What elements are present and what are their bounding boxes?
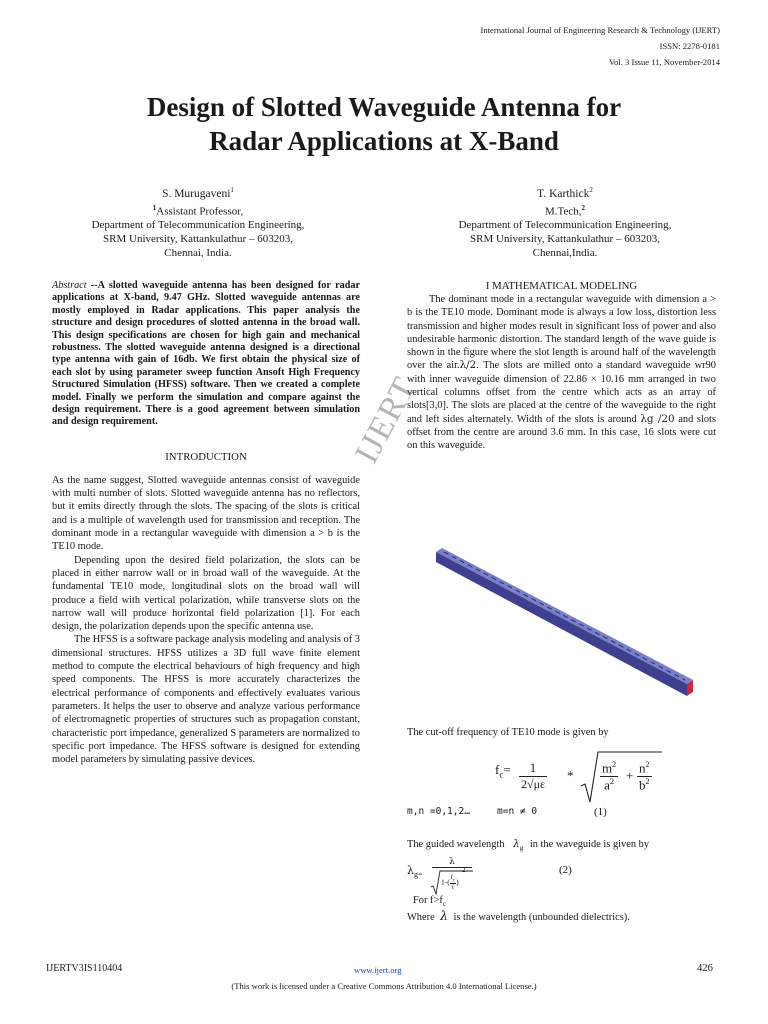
eq2-lhs [407, 864, 423, 879]
intro-paragraph-1: As the name suggest, Slotted waveguide antennas consist of waveguide with multi number of slots. Slotted waveguide antenna has no reflectors, but it emits directly through the slots. The spacing of the slots is critical and is a multiple of wavelength used for transmission and reception. The dominant mode in a rectangular waveguide with dimension a > b is the TE10 mode. [52, 474, 360, 553]
eq2-den-prefix: 1-( [441, 877, 450, 887]
eq2-lhs-sub: g= [413, 870, 423, 880]
role-superscript: 1 [152, 203, 157, 212]
abstract-label: Abstract [52, 280, 87, 291]
eq2-exponent: 2 [462, 866, 466, 874]
author-block-2 [410, 183, 720, 260]
waveguide-side-face [436, 552, 687, 696]
eq1-numerator: 1 [519, 760, 547, 777]
author-university: SRM University, Kattankulathur – 603203, [103, 233, 293, 246]
author-name: S. Murugaveni [162, 187, 231, 200]
intro-paragraph-2: Depending upon the desired field polarization, the slots can be placed in either narrow wall or in broad wall of the waveguide. At the fundamental TE10 mode, longitudinal slots on the broad wall will produce a field with vertical polarization, while transverse slots on the narrow wall will produce horizontal field polarization [1]. For each design, the polarization depends upon the specific antenna use. [52, 554, 360, 633]
author-superscript: 2 [589, 186, 593, 194]
eq1-m: m [602, 760, 613, 776]
footer-paper-id: IJERTV3IS110404 [46, 963, 123, 974]
eq1-exp: 2 [609, 777, 614, 787]
journal-name: International Journal of Engineering Research & Technology (IJERT) [480, 25, 720, 35]
eq1-condition-2: m=n ≠ 0 [497, 806, 538, 817]
guided-text-b: in the waveguide is given by [529, 839, 650, 850]
author-dept: Department of Telecommunication Engineering, [91, 219, 305, 232]
abstract-text: --A slotted waveguide antenna has been designed for radar applications at X-band, 9.47 GHz. Slotted waveguide antennas are mostly employed in Radar applications. This paper analysis the structure and design procedures of slotted antenna in the broad wall. This design specifications are chosen for high gain and mechanical robustness. The slotted waveguide antenna designed is a directional type antenna with gain of 16db. We first obtain the physical size of each slot by using parameter sweep function Ansoft High Frequency Structured Simulation (HFSS) software. Then we created a complete model. Finally we perform the simulation and compare against the design requirement. There is a good agreement between simulation and design requirement. [52, 280, 360, 428]
eq2-fc-sub: c [452, 878, 456, 884]
paper-title [60, 90, 708, 158]
eq1-denominator: 2√με [521, 777, 546, 791]
author-dept: Department of Telecommunication Engineering, [458, 219, 672, 232]
eq1-n-term [637, 760, 652, 794]
eq1-fraction [519, 760, 547, 792]
waveguide-figure [408, 530, 730, 710]
guided-wavelength-text [407, 838, 716, 855]
journal-volume: Vol. 3 Issue 11, November-2014 [608, 57, 720, 67]
eq1-a: a [604, 777, 610, 793]
introduction-heading: INTRODUCTION [165, 450, 247, 463]
waveguide-illustration [408, 530, 730, 710]
eq1-lhs-sub: c [499, 769, 504, 780]
journal-issn: ISSN: 2278-0181 [659, 41, 720, 51]
eq2-fc: f [450, 874, 453, 881]
ijert-watermark: IJERT [348, 371, 424, 470]
title-line-1: Design of Slotted Waveguide Antenna for [146, 92, 622, 122]
author-role: Assistant Professor, [156, 205, 244, 218]
where-b: is the wavelength (unbounded dielectrics). [453, 912, 630, 923]
cutoff-text: The cut-off frequency of TE10 mode is given by [407, 727, 609, 738]
eq2-num-lambda: λ [449, 857, 455, 867]
for-sub: c [442, 900, 446, 909]
math-modeling-heading: I MATHEMATICAL MODELING [485, 280, 638, 292]
for-text: For f>f [413, 895, 443, 906]
author-city: Chennai,India. [532, 247, 598, 260]
math-paragraph-part-3: and slots offset from the centre are around 3.6 mm. In this case, 16 slots were cut on this waveguide. [407, 413, 716, 452]
guided-lambda-sub: g [519, 844, 524, 853]
where-a: Where [407, 912, 435, 923]
footer-url-link[interactable]: www.ijert.org [354, 965, 402, 975]
where-lambda: λ [440, 909, 448, 923]
where-text [407, 910, 716, 924]
eq1-exp: 2 [612, 760, 617, 769]
math-paragraph-part-1: The dominant mode in a rectangular waveguide with dimension a > b is the TE10 mode. Dominant mode is always a low loss, distortion less transmission and higher modes result in significant loss of power and also undesirable harmonic distortion. The standard length of the wave guide is shown in the figure where the slot length is around half of the wavelength over the air. [407, 294, 716, 372]
eq1-lhs: f [495, 762, 500, 777]
lambda-half-symbol: λ/2 [459, 359, 477, 372]
eq1-n: n [639, 760, 646, 776]
eq1-exp: 2 [645, 777, 650, 787]
journal-header [480, 22, 720, 70]
role-superscript: 2 [581, 203, 585, 212]
eq2-den-suffix: ) [456, 877, 459, 887]
right-column [407, 280, 716, 453]
equation-1 [495, 762, 511, 780]
intro-paragraph-3: The HFSS is a software package analysis modeling and analysis of 3 dimensional structures. HFSS utilizes a 3D full wave finite element method to compute the electrical behaviours of high frequency and high speed components. The HFSS is more accurately characterizes the electrical performance of components and effectively evaluates various parameters. It helps the user to observe and analyze various performance of electromagnetic properties of structures such as propagation constant, characteristic port impedance, generalized S parameters are normalized to specific port impedance. The HFSS software is designed for extending model parameters by simulating passive devices. [52, 634, 360, 766]
eq1-exp: 2 [645, 760, 650, 769]
eq1-plus: + [626, 768, 634, 783]
eq1-number: (1) [594, 806, 607, 818]
title-line-2: Radar Applications at X-Band [209, 126, 559, 156]
abstract [52, 280, 360, 429]
eq1-m-term [600, 760, 618, 794]
author-name: T. Karthick [537, 187, 590, 200]
eq2-numerator [432, 856, 472, 868]
guided-lambda: λ [513, 838, 520, 850]
math-paragraph-part-2: . The slots are milled onto a standard waveguide wr90 with inner waveguide dimension of 22.86 × 10.16 mm arranged in two vertical columns offset from the centre which acts as an array of slots[3,0]. The slots are placed at the centre of the waveguide to the right and left sides alternately. Width of the slots is around [407, 360, 716, 425]
math-paragraph [407, 293, 716, 453]
eq2-denominator [441, 874, 459, 891]
author-university: SRM University, Kattankulathur – 603203, [470, 233, 660, 246]
left-column [52, 280, 360, 766]
author-role: M.Tech, [545, 205, 582, 218]
eq1-condition-1: m,n =0,1,2… [407, 806, 470, 817]
lambda-g-symbol: λg /20 [640, 412, 675, 425]
eq1-times: * [567, 768, 574, 783]
author-superscript: 1 [230, 186, 234, 194]
license-text: (This work is licensed under a Creative Commons Attribution 4.0 International License.) [231, 981, 537, 991]
eq1-b: b [639, 777, 646, 793]
eq2-number: (2) [559, 864, 572, 876]
eq1-equals: = [503, 762, 511, 777]
guided-text-a: The guided wavelength [407, 839, 505, 850]
page-number: 426 [697, 963, 713, 974]
eq2-lambda: λ [407, 864, 414, 877]
author-city: Chennai, India. [164, 247, 232, 260]
author-block-1 [48, 183, 348, 260]
eq2-f: f [451, 884, 455, 892]
